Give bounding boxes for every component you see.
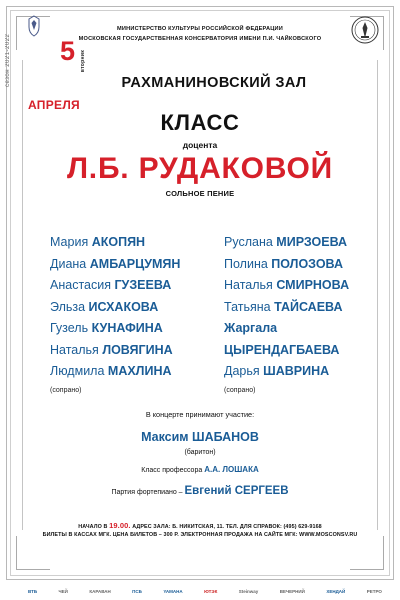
sponsor-logo: YAMAHA [163,588,183,594]
performer-name: ЦЫРЕНДАГБАЕВА [224,342,340,357]
ministry-line: МИНИСТЕРСТВО КУЛЬТУРЫ РОССИЙСКОЙ ФЕДЕРАЦИИ [117,26,283,32]
performer-name: Эльза ИСХАКОВА [50,299,159,314]
hall-name: РАХМАНИНОВСКИЙ ЗАЛ [121,75,307,91]
info-line-tickets: БИЛЕТЫ В КАССАХ МГК. ЦЕНА БИЛЕТОВ – 300 Р. ЭЛЕКТРОННАЯ ПРОДАЖА НА САЙТЕ МГК: WWW.MOSCONSV.RU [42,532,358,538]
performer-name: Наталья СМИРНОВА [224,278,350,292]
class-title: КЛАСС [160,110,240,135]
sponsor-logo: ЧЕЙ [58,588,68,594]
sponsor-logo: ВЕЧЕРНИЙ [279,588,305,594]
sponsor-logo: Steinway [238,588,259,594]
performer-name: Анастасия ГУЗЕЕВА [50,278,172,292]
sponsor-logo: КАРАВАН [89,588,111,594]
guest-role: (баритон) [184,449,216,456]
participants-heading: В концерте принимают участие: [145,410,255,419]
sponsor-logo: ХЕНДАЙ [326,588,346,594]
sponsor-logos [28,586,382,596]
performers-right-column [224,232,349,394]
sponsor-logo: РЕТРО [366,588,382,594]
date-month: АПРЕЛЯ [28,98,80,112]
teacher-name: Л.Б. РУДАКОВОЙ [66,152,334,185]
performer-name: Гузель КУНАФИНА [50,321,163,335]
sponsor-logo: ЮТЭК [204,588,218,594]
professor-line: Класс профессора А.А. ЛОШАКА [141,465,259,474]
guest-name: Максим ШАБАНОВ [141,430,259,444]
performer-name: Диана АМБАРЦУМЯН [50,256,181,271]
performers-left-column [50,232,180,394]
sponsor-logo: ВТБ [28,588,38,594]
corner-ornament-bottom-left [16,536,50,570]
season-label: сезон 2021-2022 [5,33,11,87]
performer-name: Руслана МИРЗОЕВА [224,235,348,249]
date-weekday: вторник [80,50,86,73]
performer-name: Людмила МАХЛИНА [50,364,172,378]
performer-name: Мария АКОПЯН [50,235,146,249]
subject-label: СОЛЬНОЕ ПЕНИЕ [165,189,235,198]
sponsor-logo: ПСБ [132,588,142,594]
date-day: 5 [60,36,76,66]
corner-ornament-bottom-right [350,536,384,570]
docent-label: доцента [182,140,218,150]
voice-type-left: (сопрано) [50,386,82,394]
performer-name: Наталья ЛОВЯГИНА [50,342,173,357]
info-line-start: НАЧАЛО В 19.00. АДРЕС ЗАЛА: Б. НИКИТСКАЯ, 11. ТЕЛ. ДЛЯ СПРАВОК: (495) 629-9168 [78,521,322,530]
piano-line: Партия фортепиано – Евгений СЕРГЕЕВ [111,485,289,497]
voice-type-right: (сопрано) [224,386,256,394]
performer-name: Татьяна ТАЙСАЕВА [224,299,343,314]
performer-name: Дарья ШАВРИНА [224,364,330,378]
conservatory-line: МОСКОВСКАЯ ГОСУДАРСТВЕННАЯ КОНСЕРВАТОРИЯ ИМЕНИ П.И. ЧАЙКОВСКОГО [78,36,322,42]
performer-name: Полина ПОЛОЗОВА [224,256,343,271]
performer-name: Жаргала [224,321,278,335]
